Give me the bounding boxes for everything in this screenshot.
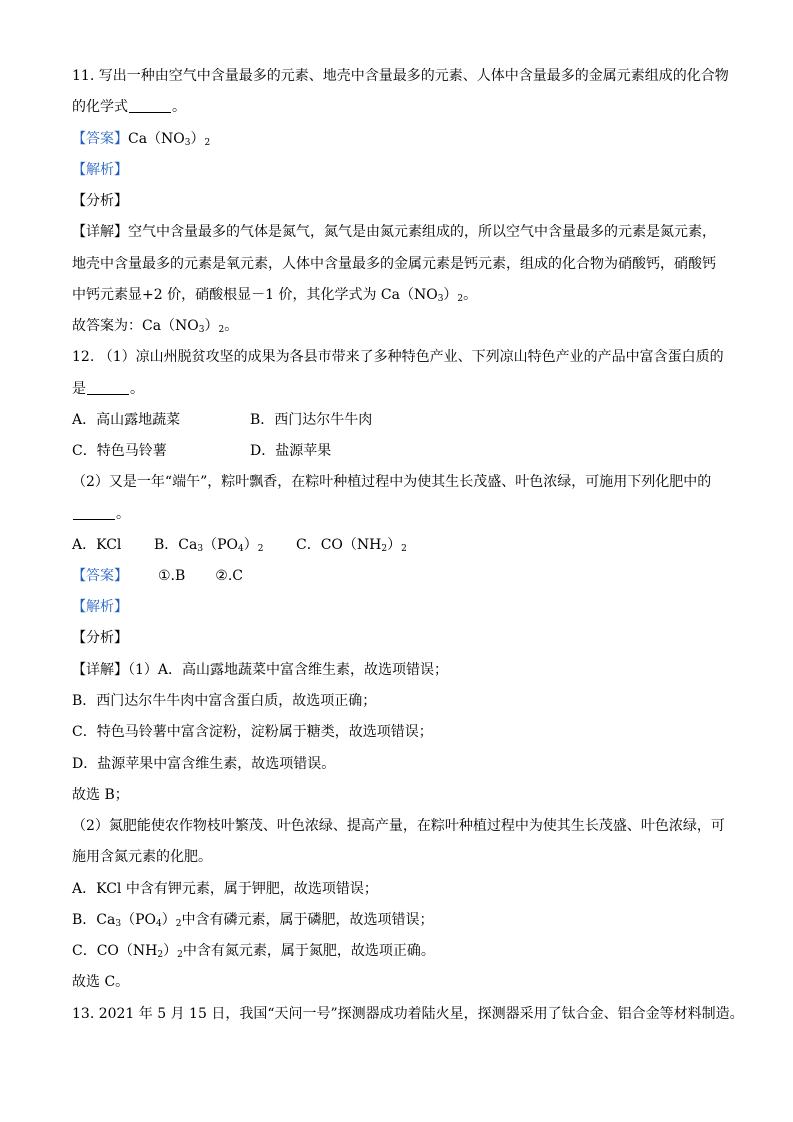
formula-part: Ca（NO bbox=[128, 131, 185, 147]
formula-subscript: 4 bbox=[238, 544, 244, 554]
q12-part2-option-b bbox=[154, 535, 296, 555]
formula-part: ） bbox=[204, 318, 219, 334]
q12-detail-text: （1）A．高山露地蔬菜中富含维生素，故选项错误； bbox=[128, 662, 449, 678]
formula-subscript: 3 bbox=[184, 138, 191, 148]
formula-part: B．Ca bbox=[154, 537, 198, 553]
q12-option-a: A．高山露地蔬菜 bbox=[72, 412, 181, 428]
formula-part: C．CO（NH bbox=[296, 537, 382, 553]
q12-detail-label: 【详解】 bbox=[72, 662, 128, 678]
q12-answer-label: 【答案】 bbox=[72, 568, 128, 584]
q12-option-c: C．特色马铃薯 bbox=[72, 443, 167, 459]
q12-detail-line8: A．KCl 中含有钾元素，属于钾肥，故选项错误； bbox=[72, 881, 378, 897]
formula-subscript: 2 bbox=[457, 294, 464, 304]
formula-subscript: 2 bbox=[381, 544, 388, 554]
q12-answer-line bbox=[72, 566, 724, 586]
q12-detail-line10 bbox=[72, 941, 724, 961]
q11-conclusion-text: 故答案为：Ca（NO bbox=[72, 318, 199, 334]
formula-subscript: 2 bbox=[157, 950, 164, 960]
q12-answer-2: ②.C bbox=[215, 568, 244, 584]
q11-answer-label: 【答案】 bbox=[72, 131, 128, 147]
q12-fenxi-label: 【分析】 bbox=[72, 630, 128, 646]
q12-detail-line1 bbox=[72, 660, 724, 680]
q12-part2-line2 bbox=[72, 504, 724, 524]
formula-part: C．CO（NH bbox=[72, 943, 158, 959]
q11-detail-line3 bbox=[72, 285, 724, 305]
q12-part2-end: 。 bbox=[116, 506, 130, 522]
q11-fenxi-label: 【分析】 bbox=[72, 193, 128, 209]
q12-option-b: B．西门达尔牛牛肉 bbox=[250, 412, 373, 428]
q12-detail-line3: C．特色马铃薯中富含淀粉，淀粉属于糖类，故选项错误； bbox=[72, 724, 433, 740]
q12-answer-blank-2 bbox=[73, 505, 115, 520]
q12-option-d: D．盐源苹果 bbox=[250, 443, 332, 459]
q11-detail-text: 空气中含量最多的气体是氮气，氮气是由氮元素组成的，所以空气中含量最多的元素是氮元素， bbox=[128, 224, 716, 240]
formula-part: B．Ca bbox=[72, 912, 116, 928]
formula-part: ） bbox=[387, 537, 402, 553]
q11-detail-line2: 地壳中含量最多的元素是氧元素，人体中含量最多的金属元素是钙元素，组成的化合物为硝酸钙，硝酸钙 bbox=[72, 256, 716, 272]
q12-detail-line4: D．盐源苹果中富含维生素，故选项错误。 bbox=[72, 756, 336, 772]
q11-detail-text: 中钙元素显+2 价，硝酸根显－1 价，其化学式为 Ca（NO bbox=[72, 287, 438, 303]
q12-options-row1 bbox=[72, 410, 724, 430]
q11-detail-line1 bbox=[72, 222, 724, 242]
q12-part2-option-a: A．KCl bbox=[72, 537, 122, 553]
q12-answer-blank-1 bbox=[87, 380, 129, 395]
formula-part: ） bbox=[163, 943, 178, 959]
formula-subscript: 2 bbox=[204, 138, 211, 148]
formula-subscript: 2 bbox=[218, 325, 225, 335]
formula-part: ） bbox=[243, 537, 258, 553]
formula-part: ） bbox=[443, 287, 458, 303]
q12-detail-line9 bbox=[72, 910, 724, 930]
q11-conclusion bbox=[72, 316, 724, 336]
q12-detail-line5: 故选 B； bbox=[72, 787, 129, 803]
q12-part2-line1: （2）又是一年“端午”，粽叶飘香，在粽叶种植过程中为使其生长茂盛、叶色浓绿，可施用下列化肥中的 bbox=[72, 474, 712, 490]
formula-subscript: 3 bbox=[437, 294, 444, 304]
formula-part: ） bbox=[161, 912, 176, 928]
formula-part: （PO bbox=[121, 912, 156, 928]
formula-subscript: 2 bbox=[177, 950, 183, 960]
q12-detail-text: 中含有磷元素，属于磷肥，故选项错误； bbox=[181, 912, 434, 928]
q11-stem-text: 的化学式 bbox=[72, 99, 128, 115]
formula-subscript: 3 bbox=[198, 325, 205, 335]
formula-subscript: 2 bbox=[401, 544, 407, 554]
q13-stem-line1: 13. 2021 年 5 月 15 日，我国“天问一号”探测器成功着陆火星，探测器采用了钛合金、铝合金等材料制造。 bbox=[72, 1006, 744, 1022]
q12-part2-options bbox=[72, 535, 724, 555]
q12-detail-line11: 故选 C。 bbox=[72, 974, 130, 990]
q11-stem-line1: 11. 写出一种由空气中含量最多的元素、地壳中含量最多的元素、人体中含量最多的金属元素组成的化合物 bbox=[72, 68, 729, 84]
q12-stem-text: 是 bbox=[72, 381, 86, 397]
q12-stem-line2 bbox=[72, 379, 724, 399]
q12-answer-1: ①.B bbox=[158, 568, 186, 584]
q12-part2-option-c bbox=[296, 535, 407, 555]
q12-analysis-label: 【解析】 bbox=[72, 599, 128, 615]
q12-detail-line7: 施用含氮元素的化肥。 bbox=[72, 849, 212, 865]
q11-answer-blank bbox=[129, 98, 171, 113]
q11-answer-line bbox=[72, 129, 724, 149]
formula-part: 。 bbox=[224, 318, 239, 334]
formula-subscript: 3 bbox=[197, 544, 204, 554]
formula-subscript: 4 bbox=[156, 919, 162, 929]
formula-subscript: 2 bbox=[257, 544, 264, 554]
q11-detail-label: 【详解】 bbox=[72, 224, 128, 240]
q11-answer-formula bbox=[128, 131, 210, 147]
formula-subscript: 2 bbox=[175, 919, 182, 929]
q12-options-row2 bbox=[72, 441, 724, 461]
q11-stem-end: 。 bbox=[172, 99, 186, 115]
formula-part: ） bbox=[190, 131, 205, 147]
q11-analysis-label: 【解析】 bbox=[72, 162, 128, 178]
q12-stem-line1: 12. （1）凉山州脱贫攻坚的成果为各县市带来了多种特色产业、下列凉山特色产业的产品中富含蛋白质的 bbox=[72, 349, 724, 365]
q11-stem-line2 bbox=[72, 97, 724, 117]
formula-part: 。 bbox=[463, 287, 478, 303]
formula-part: （PO bbox=[203, 537, 238, 553]
q12-detail-text: 中含有氮元素，属于氮肥，故选项正确。 bbox=[182, 943, 435, 959]
q12-stem-end: 。 bbox=[130, 381, 144, 397]
q12-detail-line2: B．西门达尔牛牛肉中富含蛋白质，故选项正确； bbox=[72, 693, 377, 709]
formula-subscript: 3 bbox=[115, 919, 122, 929]
q12-detail-line6: （2）氮肥能使农作物枝叶繁茂、叶色浓绿、提高产量，在粽叶种植过程中为使其生长茂盛、叶色浓绿，可 bbox=[72, 818, 725, 834]
